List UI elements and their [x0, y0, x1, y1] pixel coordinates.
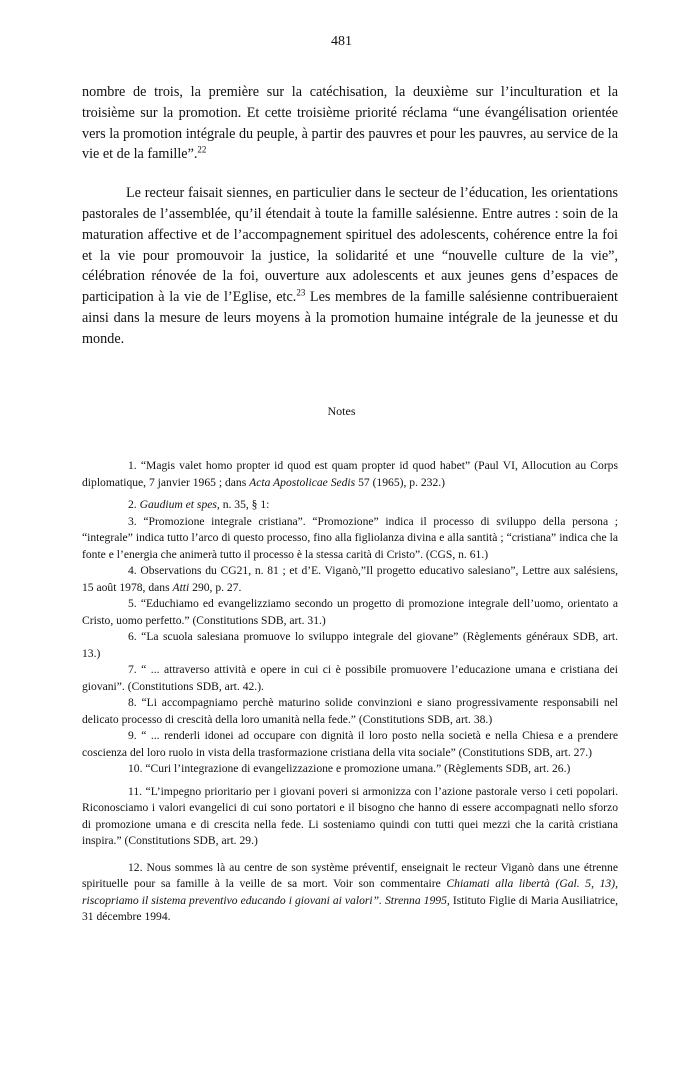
- paragraph-text: nombre de trois, la première sur la catéchisation, la deuxième sur l’inculturation et la troisième sur la promotion. Et cette troisième priorité réclama “une évangélisation orientée vers la promotion intégrale du peuple, à partir des pauvres et pour les pauvres, au service de la vie et de la famille”.: [82, 84, 618, 163]
- note-item: [82, 860, 618, 926]
- note-number: 4.: [128, 564, 137, 577]
- note-text: “L’impegno prioritario per i giovani poveri si armonizza con l’azione pastorale verso i ceti popolari. Riconosciamo i valori evangelici di cui sono portatori e il bisogno che hanno di essere accompagnati nello sforzo di promozione umana e di crescita nella fede. Li sosteniamo quindi con tutti quei mezzi che la carità cristiana inspira.” (Constitutions SDB, art. 29.): [82, 784, 618, 847]
- note-italic: Acta Apostolicae Sedis: [249, 475, 356, 489]
- note-number: 12.: [128, 860, 143, 874]
- note-item: [82, 563, 618, 596]
- note-item: [82, 629, 618, 662]
- note-italic: Atti: [172, 580, 190, 594]
- body-text: [82, 82, 618, 350]
- note-number: 3.: [128, 514, 137, 528]
- note-item: [82, 784, 618, 850]
- note-text: Observations du CG21, n. 81 ; et d’E. Viganò,”Il progetto educativo salesiano”, Lettre aux salésiens, 15 août 1978, dans: [82, 564, 618, 594]
- note-text: “ ... renderli idonei ad occupare con dignità il loro posto nella società e nella Chiesa e a prendere coscienza del loro ruolo in vista della trasformazione cristiana della vita sociale” (Constitutions SDB, art. 27.): [82, 729, 618, 759]
- notes-list: [82, 458, 618, 926]
- note-text: “Promozione integrale cristiana”. “Promozione” indica il processo di sviluppo della persona ; “integrale” indica tutto l’arco di questo processo, fino alla figliolanza divina e alla santità ; “cristiana” indica che la fonte e l’energia che animerà tutto il processo è la stessa carità di Cristo”. (CGS, n. 61.): [82, 514, 618, 561]
- note-item: [82, 596, 618, 629]
- note-number: 7.: [128, 663, 137, 676]
- note-item: [82, 497, 618, 514]
- page-number: 481: [331, 34, 352, 49]
- note-number: 6.: [128, 630, 137, 643]
- note-text-after: Istituto Figlie di Maria Ausiliatrice, 31 décembre 1994.: [82, 893, 618, 923]
- note-italic: Gaudium et spes,: [139, 498, 220, 511]
- note-number: 10.: [128, 762, 143, 775]
- note-text: Nous sommes là au centre de son système préventif, enseignait le recteur Viganò dans une étrenne spirituelle pour sa famille à la veille de sa mort. Voir son commentaire: [82, 860, 618, 890]
- note-text: “Curi l’integrazione di evangelizzazione e promozione umana.” (Règlements SDB, art. 26.): [142, 762, 571, 775]
- note-text: “La scuola salesiana promuove lo sviluppo integrale del giovane” (Règlements généraux SDB, art. 13.): [82, 630, 618, 660]
- note-text: “Educhiamo ed evangelizziamo secondo un progetto di promozione integrale dell’uomo, orientato a Cristo, uomo perfetto.” (Constitutions SDB, art. 31.): [82, 597, 618, 627]
- note-item: [82, 695, 618, 728]
- note-item: [82, 662, 618, 695]
- note-text: “ ... attraverso attività e opere in cui ci è possibile promuovere l’educazione umana e cristiana dei giovani”. (Constitutions SDB, art. 42.).: [82, 663, 618, 693]
- note-text: “Li accompagniamo perchè maturino solide convinzioni e siano progressivamente responsabili nel delicato processo di crescità della loro umanità nella fede.” (Constitutions SDB, art. 38.): [82, 696, 618, 726]
- footnote-ref: 23: [296, 287, 306, 298]
- note-item: [82, 458, 618, 491]
- note-text-after: 290, p. 27.: [189, 580, 242, 594]
- notes-heading: Notes: [327, 404, 356, 418]
- note-number: 8.: [128, 696, 137, 709]
- note-item: [82, 514, 618, 564]
- note-number: 2.: [128, 498, 137, 511]
- note-item: [82, 728, 618, 761]
- paragraph: [82, 82, 618, 165]
- note-italic: Chiamati alla libertà (Gal. 5, 13), riscopriamo il sistema preventivo educando i giovani ai valori”. Strenna 1995,: [82, 877, 618, 907]
- paragraph: [82, 183, 618, 349]
- note-item: [82, 761, 618, 778]
- note-text-after: n. 35, § 1:: [219, 498, 270, 511]
- paragraph-text-continued: Les membres de la famille salésienne contribueraient ainsi dans la mesure de leurs moyens à la promotion humaine intégrale de la jeunesse et du monde.: [82, 289, 618, 347]
- note-number: 5.: [128, 597, 137, 610]
- note-number: 11.: [128, 784, 143, 798]
- note-number: 1.: [128, 459, 137, 472]
- note-text: “Magis valet homo propter id quod est quam propter id quod habet” (Paul VI, Allocution au Corps diplomatique, 7 janvier 1965 ; dans: [82, 459, 618, 489]
- note-text-after: 57 (1965), p. 232.): [355, 475, 446, 489]
- paragraph-text: Le recteur faisait siennes, en particulier dans le secteur de l’éducation, les orientations pastorales de l’assemblée, qu’il étendait à toute la famille salésienne. Entre autres : soin de la maturation affective et de l’accompagnement spirituel des adolescents, cohérence entre la foi et la vie pour promouvoir la justice, la solidarité et une “nouvelle culture de la vie”, célébration rénovée de la foi, ouverture aux adolescents et aux jeunes gens d’espaces de participation à la vie de l’Eglise, etc.: [82, 185, 618, 306]
- note-number: 9.: [128, 729, 137, 742]
- footnote-ref: 22: [197, 144, 207, 155]
